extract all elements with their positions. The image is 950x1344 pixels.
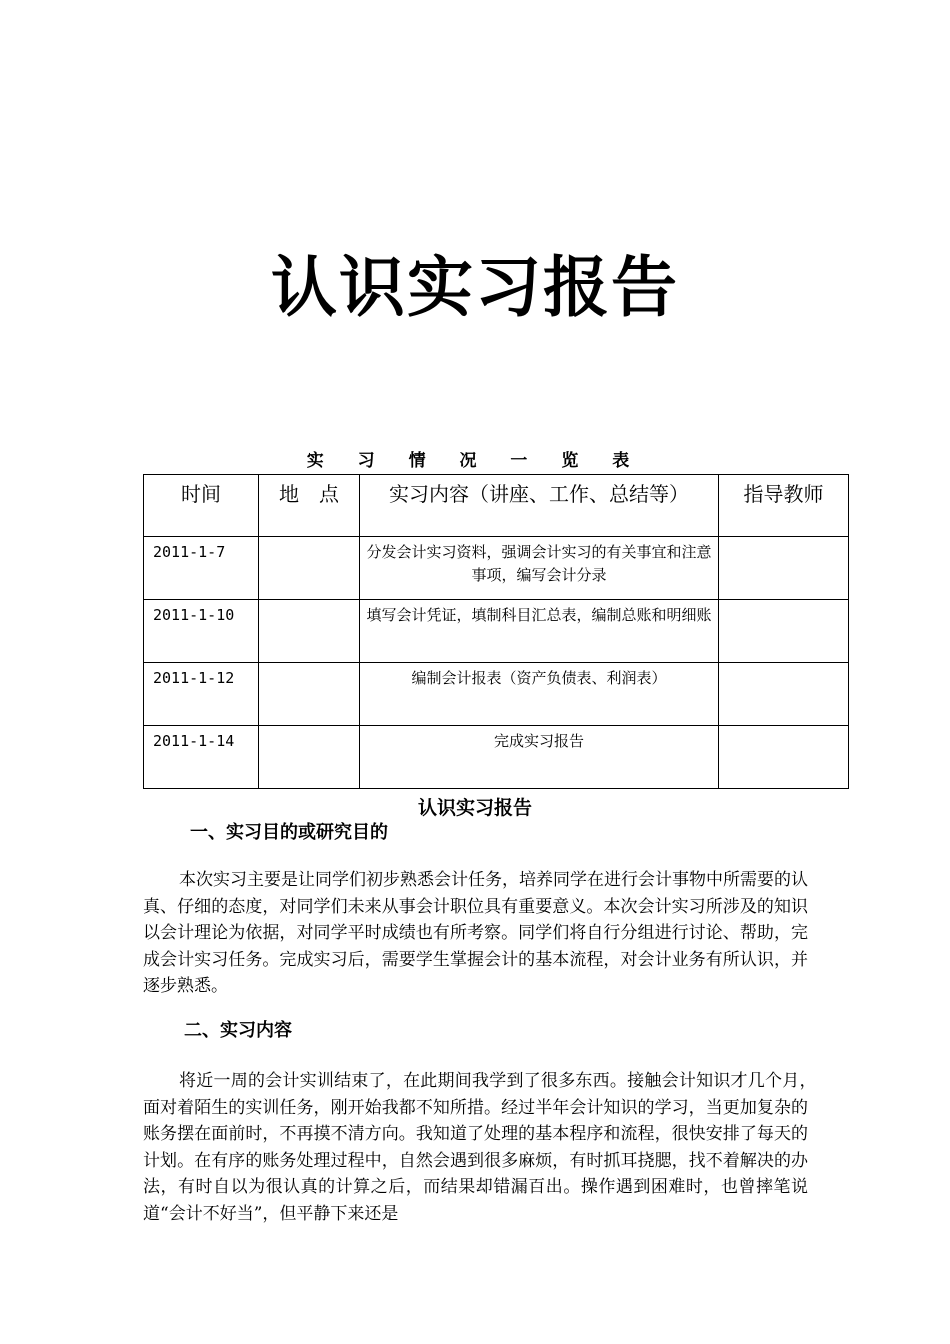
content-cell: 填写会计凭证，填制科目汇总表，编制总账和明细账 [360,600,719,663]
date-cell: 2011-1-12 [144,663,259,726]
section-heading-content: 二、实习内容 [184,1020,292,1041]
place-cell [259,726,360,789]
paragraph-purpose: 本次实习主要是让同学们初步熟悉会计任务，培养同学在进行会计事物中所需要的认真、仔细的态度，对同学们未来从事会计职位具有重要意义。本次会计实习所涉及的知识以会计理论为依据，对同学平时成绩也有所考察。同学们将自行分组进行讨论、帮助，完成会计实习任务。完成实习后，需要学生掌握会计的基本流程，对会计业务有所认识，并逐步熟悉。 [143,870,808,996]
table-row [144,600,849,663]
date-cell: 2011-1-10 [144,600,259,663]
internship-overview-table [143,474,849,789]
table-caption: 实 习 情 况 一 览 表 [306,451,644,471]
place-cell [259,600,360,663]
report-title: 认识实习报告 [417,797,532,819]
document-title: 认识实习报告 [271,249,679,326]
table-row [144,537,849,600]
content-cell: 编制会计报表（资产负债表、利润表） [360,663,719,726]
table-header-row [144,475,849,537]
place-cell [259,537,360,600]
section-heading-purpose: 一、实习目的或研究目的 [190,822,388,843]
content-cell: 完成实习报告 [360,726,719,789]
paragraph-content: 将近一周的会计实训结束了，在此期间我学到了很多东西。接触会计知识才几个月， 面对着陌生的实训任务，刚开始我都不知所措。经过半年会计知识的学习，当更加复杂的账务摆在面前时，不再摸不清方向。我知道了处理的基本程序和流程，很快安排了每天的计划。在有序的账务处理过程中，自然会遇到很多麻烦，有时抓耳挠腮，找不着解决的办法，有时自以为很认真的计算之后，而结果却错漏百出。操作遇到困难时，也曾摔笔说道“会计不好当”，但平静下来还是 [143,1071,825,1224]
header-content: 实习内容（讲座、工作、总结等） [360,475,719,537]
table-row [144,663,849,726]
header-time: 时间 [144,475,259,537]
teacher-cell [719,663,849,726]
teacher-cell [719,537,849,600]
place-cell [259,663,360,726]
date-cell: 2011-1-14 [144,726,259,789]
header-place: 地 点 [259,475,360,537]
header-teacher: 指导教师 [719,475,849,537]
table-row [144,726,849,789]
date-cell: 2011-1-7 [144,537,259,600]
teacher-cell [719,726,849,789]
teacher-cell [719,600,849,663]
content-cell: 分发会计实习资料，强调会计实习的有关事宜和注意事项，编写会计分录 [360,537,719,600]
